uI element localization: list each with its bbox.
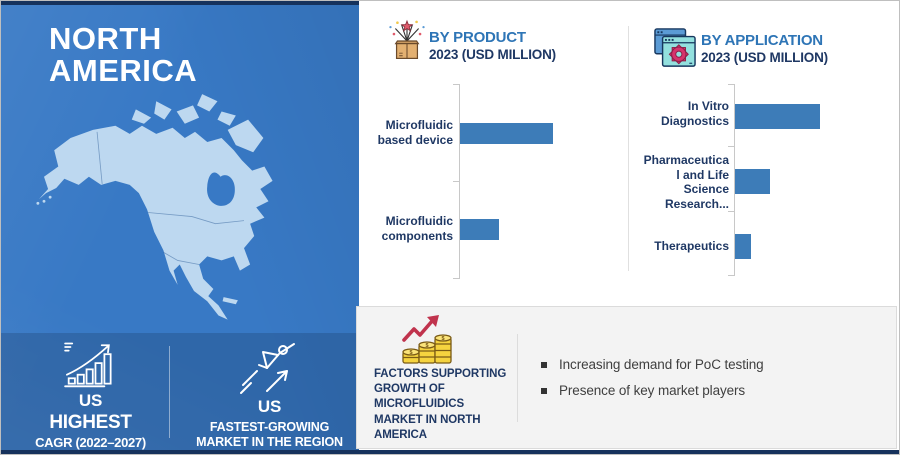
svg-text:$: $ (409, 350, 413, 356)
region-title (49, 23, 197, 86)
money-coins-growth-icon (399, 314, 455, 366)
svg-text:$: $ (425, 343, 429, 349)
tick (453, 278, 459, 279)
section-divider (628, 26, 629, 271)
stat-country: US (257, 397, 282, 416)
bottom-navy-strip (1, 450, 900, 455)
by-application-subtitle: 2023 (USD MILLION) (701, 50, 828, 65)
stat-subline: MARKET IN THE REGION (196, 435, 343, 449)
region-title-line1: NORTH (49, 21, 162, 56)
bar-pharma-life-science (735, 169, 770, 194)
stat-subline: CAGR (2022–2027) (35, 435, 146, 450)
product-axis (459, 84, 460, 279)
factors-title: FACTORS SUPPORTING GROWTH OF MICROFLUIDICS MARKET IN NORTH AMERICA (374, 368, 507, 441)
top-navy-strip (1, 1, 359, 5)
bar-label: In Vitro Diagnostics (660, 99, 729, 128)
factor-item (541, 383, 764, 398)
bar-label: Microfluidic components (381, 214, 453, 243)
factor-text: Presence of key market players (559, 383, 746, 398)
by-product-subtitle: 2023 (USD MILLION) (429, 47, 556, 62)
tick (728, 146, 734, 147)
by-product-title: BY PRODUCT (429, 29, 526, 46)
bar-label: Microfluidic based device (377, 118, 453, 147)
stat-us-fastest-growing (180, 333, 359, 450)
factors-divider (517, 334, 518, 422)
tick (453, 181, 459, 182)
factor-item (541, 357, 764, 372)
bar-microfluidic-components (460, 219, 499, 240)
factors-panel (356, 306, 897, 449)
bar-label: Pharmaceutical and Life Science Research... (643, 153, 729, 211)
stat-country: US (78, 391, 103, 410)
factor-text: Increasing demand for PoC testing (559, 357, 764, 372)
region-panel (1, 1, 359, 455)
stat-headline: FASTEST-GROWING (209, 420, 330, 434)
flying-person-icon (237, 339, 303, 395)
factors-bullet-list (541, 357, 764, 398)
bar-in-vitro-diagnostics (735, 104, 820, 129)
tick (728, 275, 734, 276)
tick (453, 84, 459, 85)
bullet-square-icon (541, 388, 547, 394)
north-america-map (19, 89, 319, 339)
stats-divider (169, 346, 170, 438)
stat-headline: HIGHEST (49, 412, 132, 433)
svg-text:$: $ (441, 336, 445, 342)
stat-us-highest-cagr (1, 333, 180, 450)
bar-therapeutics (735, 234, 751, 259)
tick (728, 84, 734, 85)
gift-box-confetti-icon (387, 19, 427, 63)
app-windows-gear-icon (653, 27, 697, 69)
bar-label: Therapeutics (654, 239, 729, 253)
by-application-title: BY APPLICATION (701, 32, 823, 49)
region-stats-band (1, 333, 359, 450)
bar-microfluidic-based-device (460, 123, 553, 144)
region-title-line2: AMERICA (49, 52, 198, 88)
growth-chart-icon (58, 339, 124, 389)
bullet-square-icon (541, 362, 547, 368)
